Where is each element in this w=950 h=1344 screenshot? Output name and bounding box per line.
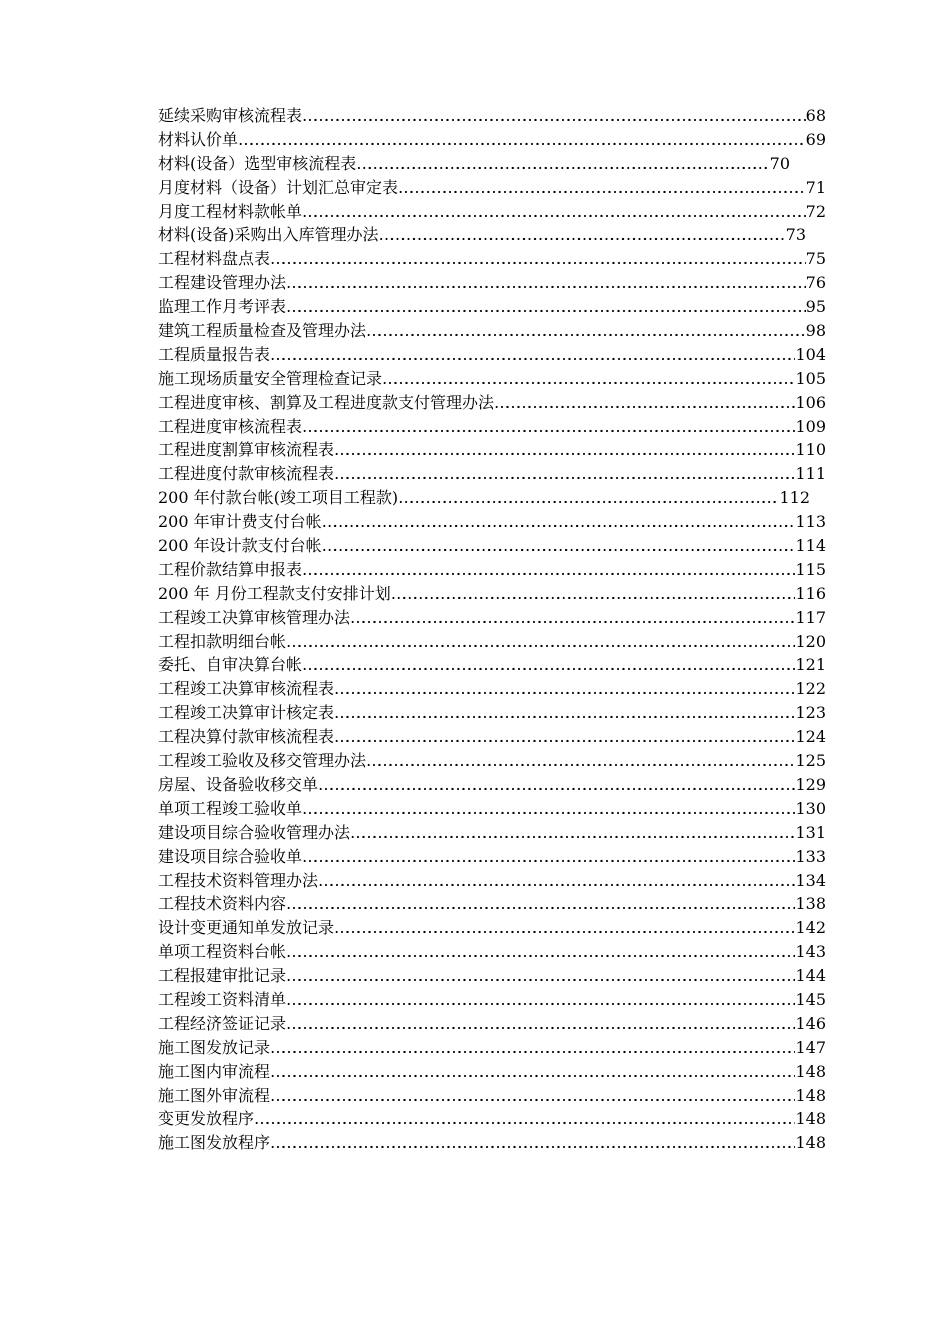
toc-entry-title: 月度材料（设备）计划汇总审定表 [158, 177, 399, 197]
toc-leader-dots [286, 295, 806, 319]
toc-entry-page: 106 [795, 392, 826, 412]
toc-entry-page: 69 [805, 129, 826, 149]
toc-leader-dots [270, 1084, 795, 1108]
toc-leader-dots [318, 773, 795, 797]
toc-entry-title: 建设项目综合验收单 [158, 846, 303, 866]
toc-entry[interactable] [158, 200, 838, 224]
toc-entry[interactable] [158, 1084, 838, 1108]
toc-entry-title: 材料(设备)采购出入库管理办法 [158, 225, 379, 245]
toc-entry[interactable] [158, 677, 838, 701]
toc-entry[interactable] [158, 725, 838, 749]
toc-entry-page: 115 [795, 559, 826, 579]
toc-leader-dots [322, 510, 796, 534]
toc-entry[interactable] [158, 128, 838, 152]
toc-leader-dots [334, 916, 795, 940]
toc-entry-page: 120 [795, 631, 826, 651]
toc-leader-dots [302, 104, 806, 128]
toc-entry-title: 200 年设计款支付台帐 [158, 536, 322, 556]
toc-entry-title: 委托、自审决算台帐 [158, 655, 303, 675]
toc-entry-title: 材料认价单 [158, 129, 239, 149]
toc-entry[interactable] [158, 367, 838, 391]
toc-entry-title: 房屋、设备验收移交单 [158, 774, 319, 794]
toc-entry-page: 111 [795, 464, 826, 484]
toc-entry[interactable] [158, 630, 838, 654]
toc-leader-dots [302, 415, 795, 439]
toc-entry-title: 施工现场质量安全管理检查记录 [158, 368, 383, 388]
toc-entry-page: 134 [795, 870, 826, 890]
toc-leader-dots [302, 558, 795, 582]
toc-entry-page: 144 [795, 966, 826, 986]
toc-entry-title: 变更发放程序 [158, 1109, 255, 1129]
toc-entry-title: 建筑工程质量检查及管理办法 [158, 321, 367, 341]
toc-leader-dots [270, 343, 795, 367]
toc-entry-title: 单项工程资料台帐 [158, 942, 287, 962]
toc-leader-dots [302, 653, 795, 677]
toc-entry[interactable] [158, 1012, 838, 1036]
toc-entry-title: 工程竣工决算审核管理办法 [158, 607, 351, 627]
toc-entry[interactable] [158, 415, 838, 439]
toc-entry-title: 200 年 月份工程款支付安排计划 [158, 583, 391, 603]
toc-leader-dots [286, 964, 795, 988]
toc-entry-title: 施工图外审流程 [158, 1085, 271, 1105]
toc-entry[interactable] [158, 104, 838, 128]
toc-leader-dots [270, 1131, 795, 1155]
toc-leader-dots [350, 606, 795, 630]
toc-entry[interactable] [158, 486, 838, 510]
toc-leader-dots [286, 892, 795, 916]
table-of-contents [158, 104, 838, 1155]
toc-entry[interactable] [158, 653, 838, 677]
toc-entry[interactable] [158, 462, 838, 486]
toc-leader-dots [398, 486, 779, 510]
toc-leader-dots [334, 725, 795, 749]
toc-entry[interactable] [158, 510, 838, 534]
toc-entry-page: 105 [795, 368, 826, 388]
toc-entry-page: 123 [795, 703, 826, 723]
toc-entry-page: 73 [785, 225, 806, 245]
toc-entry-page: 122 [795, 679, 826, 699]
toc-entry-title: 工程竣工决算审计核定表 [158, 703, 335, 723]
toc-entry-title: 单项工程竣工验收单 [158, 798, 303, 818]
toc-entry-title: 工程技术资料内容 [158, 894, 287, 914]
toc-entry-page: 148 [795, 1133, 826, 1153]
toc-entry-page: 148 [795, 1085, 826, 1105]
toc-leader-dots [270, 1036, 795, 1060]
toc-entry[interactable] [158, 773, 838, 797]
toc-entry-title: 工程进度审核流程表 [158, 416, 303, 436]
toc-leader-dots [270, 247, 806, 271]
toc-leader-dots [302, 845, 795, 869]
toc-entry-title: 200 年审计费支付台帐 [158, 512, 322, 532]
toc-entry[interactable] [158, 391, 838, 415]
toc-entry-page: 95 [805, 297, 826, 317]
toc-entry-page: 110 [795, 440, 826, 460]
toc-entry-page: 104 [795, 344, 826, 364]
toc-entry[interactable] [158, 940, 838, 964]
toc-entry[interactable] [158, 582, 838, 606]
toc-entry-page: 148 [795, 1109, 826, 1129]
toc-entry[interactable] [158, 1107, 838, 1131]
toc-entry[interactable] [158, 534, 838, 558]
toc-leader-dots [302, 200, 806, 224]
toc-entry-page: 75 [805, 249, 826, 269]
toc-entry[interactable] [158, 1131, 838, 1155]
toc-leader-dots [356, 152, 769, 176]
toc-leader-dots [350, 821, 795, 845]
toc-entry[interactable] [158, 343, 838, 367]
toc-leader-dots [322, 534, 796, 558]
toc-leader-dots [366, 749, 795, 773]
toc-entry-page: 71 [805, 177, 826, 197]
toc-entry[interactable] [158, 1036, 838, 1060]
toc-entry[interactable] [158, 247, 838, 271]
toc-leader-dots [286, 940, 795, 964]
toc-entry-title: 延续采购审核流程表 [158, 106, 303, 125]
toc-entry-title: 工程质量报告表 [158, 344, 271, 364]
toc-entry-page: 68 [805, 106, 826, 125]
toc-entry-page: 138 [795, 894, 826, 914]
toc-entry-title: 工程进度审核、割算及工程进度款支付管理办法 [158, 392, 495, 412]
toc-entry-title: 工程扣款明细台帐 [158, 631, 287, 651]
toc-entry-page: 147 [795, 1037, 826, 1057]
toc-leader-dots [238, 128, 806, 152]
toc-leader-dots [334, 701, 795, 725]
toc-entry[interactable] [158, 964, 838, 988]
toc-entry[interactable] [158, 1060, 838, 1084]
toc-entry[interactable] [158, 223, 838, 247]
toc-leader-dots [270, 1060, 795, 1084]
toc-entry-page: 146 [795, 1013, 826, 1033]
toc-entry-title: 工程竣工资料清单 [158, 989, 287, 1009]
toc-entry[interactable] [158, 152, 838, 176]
toc-entry[interactable] [158, 319, 838, 343]
toc-leader-dots [254, 1107, 795, 1131]
toc-entry-title: 工程经济签证记录 [158, 1013, 287, 1033]
toc-entry[interactable] [158, 295, 838, 319]
toc-entry-page: 129 [795, 774, 826, 794]
toc-entry-title: 材料(设备）选型审核流程表 [158, 153, 357, 173]
toc-leader-dots [302, 797, 795, 821]
toc-leader-dots [494, 391, 795, 415]
toc-entry[interactable] [158, 701, 838, 725]
toc-entry[interactable] [158, 749, 838, 773]
toc-entry-title: 200 年付款台帐(竣工项目工程款) [158, 488, 399, 508]
toc-entry-page: 98 [805, 321, 826, 341]
toc-entry-title: 工程竣工决算审核流程表 [158, 679, 335, 699]
toc-entry[interactable] [158, 821, 838, 845]
toc-entry-title: 工程报建审批记录 [158, 966, 287, 986]
toc-entry[interactable] [158, 869, 838, 893]
toc-leader-dots [286, 1012, 795, 1036]
toc-leader-dots [318, 869, 795, 893]
toc-entry-title: 工程竣工验收及移交管理办法 [158, 751, 367, 771]
toc-entry[interactable] [158, 916, 838, 940]
toc-leader-dots [334, 438, 795, 462]
toc-entry-page: 124 [795, 727, 826, 747]
toc-entry-page: 76 [805, 273, 826, 293]
toc-entry-page: 145 [795, 989, 826, 1009]
toc-leader-dots [334, 677, 795, 701]
toc-entry[interactable] [158, 845, 838, 869]
toc-entry-page: 116 [795, 583, 826, 603]
toc-entry-title: 月度工程材料款帐单 [158, 201, 303, 221]
toc-entry-page: 125 [795, 751, 826, 771]
toc-entry[interactable] [158, 558, 838, 582]
toc-entry-page: 109 [795, 416, 826, 436]
toc-entry-page: 131 [795, 822, 826, 842]
toc-entry[interactable] [158, 271, 838, 295]
toc-entry-title: 监理工作月考评表 [158, 297, 287, 317]
toc-leader-dots [286, 271, 806, 295]
toc-entry-page: 114 [795, 536, 826, 556]
toc-entry-page: 112 [779, 488, 810, 508]
toc-entry[interactable] [158, 438, 838, 462]
toc-entry-title: 施工图发放记录 [158, 1037, 271, 1057]
toc-leader-dots [379, 223, 786, 247]
toc-entry[interactable] [158, 988, 838, 1012]
toc-leader-dots [398, 176, 806, 200]
toc-entry-title: 工程价款结算申报表 [158, 559, 303, 579]
toc-leader-dots [391, 582, 796, 606]
toc-entry-page: 121 [795, 655, 826, 675]
toc-leader-dots [334, 462, 795, 486]
toc-entry-page: 72 [805, 201, 826, 221]
toc-entry-page: 130 [795, 798, 826, 818]
toc-entry[interactable] [158, 176, 838, 200]
toc-leader-dots [286, 988, 795, 1012]
toc-entry-title: 施工图发放程序 [158, 1133, 271, 1153]
toc-entry-page: 143 [795, 942, 826, 962]
toc-entry-title: 建设项目综合验收管理办法 [158, 822, 351, 842]
toc-entry-page: 142 [795, 918, 826, 938]
toc-entry-page: 148 [795, 1061, 826, 1081]
toc-entry-title: 工程材料盘点表 [158, 249, 271, 269]
toc-entry-page: 70 [769, 153, 790, 173]
toc-entry-title: 施工图内审流程 [158, 1061, 271, 1081]
toc-entry-title: 工程建设管理办法 [158, 273, 287, 293]
toc-entry-page: 117 [795, 607, 826, 627]
toc-entry-title: 设计变更通知单发放记录 [158, 918, 335, 938]
toc-entry-title: 工程决算付款审核流程表 [158, 727, 335, 747]
toc-entry-title: 工程技术资料管理办法 [158, 870, 319, 890]
toc-leader-dots [286, 630, 795, 654]
toc-entry-page: 113 [795, 512, 826, 532]
toc-leader-dots [366, 319, 806, 343]
toc-entry-title: 工程进度付款审核流程表 [158, 464, 335, 484]
toc-leader-dots [382, 367, 795, 391]
toc-entry-page: 133 [795, 846, 826, 866]
toc-entry[interactable] [158, 892, 838, 916]
toc-entry[interactable] [158, 606, 838, 630]
toc-entry[interactable] [158, 797, 838, 821]
toc-entry-title: 工程进度割算审核流程表 [158, 440, 335, 460]
